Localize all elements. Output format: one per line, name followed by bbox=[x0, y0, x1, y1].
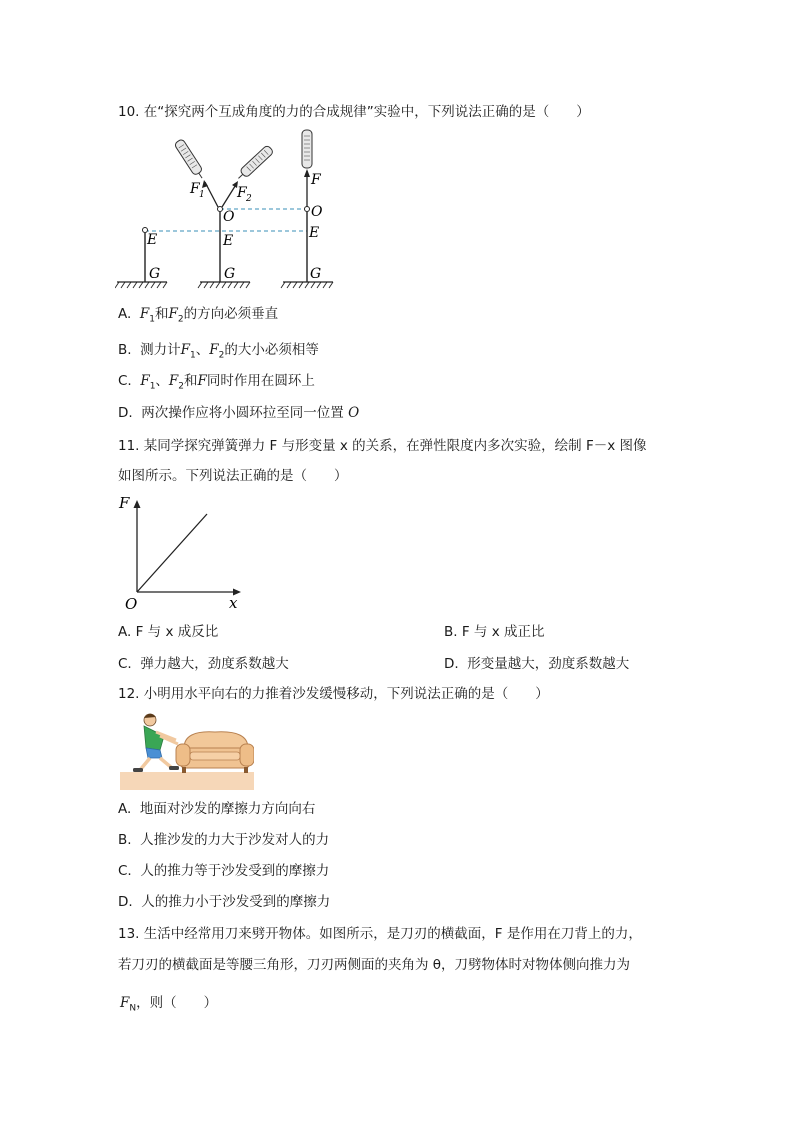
label-G-1: G bbox=[149, 266, 161, 282]
label-E-1: E bbox=[147, 232, 158, 248]
ground-hatching bbox=[115, 282, 333, 288]
q12-illustration bbox=[120, 710, 254, 790]
q12-option-c[interactable]: C. 人的推力等于沙发受到的摩擦力 bbox=[118, 863, 330, 879]
label-O-2: O bbox=[223, 209, 235, 225]
label-F: F bbox=[311, 172, 321, 188]
q11-option-a[interactable]: A. F 与 x 成反比 bbox=[118, 624, 219, 640]
q10-option-b[interactable]: B. 测力计$F_1$、$F_2$的大小必须相等 bbox=[118, 342, 319, 361]
label-F1: F bbox=[190, 181, 200, 197]
q11-option-b[interactable]: B. F 与 x 成正比 bbox=[444, 624, 545, 640]
q11-option-d[interactable]: D. 形变量越大，劲度系数越大 bbox=[444, 656, 630, 672]
label-O-3: O bbox=[311, 204, 323, 220]
label-E-2: E bbox=[223, 233, 234, 249]
q13-stem-line3: $F_N$，则（ ） bbox=[120, 995, 218, 1014]
label-F2-sub: 2 bbox=[246, 194, 252, 204]
q11-stem-line2: 如图所示。下列说法正确的是（ ） bbox=[118, 468, 348, 484]
label-G-3: G bbox=[310, 266, 322, 282]
q10-option-c[interactable]: C. $F_1$、$F_2$和F同时作用在圆环上 bbox=[118, 373, 315, 392]
proportional-line bbox=[137, 514, 207, 592]
boy-pushing-icon bbox=[133, 714, 179, 772]
graph-origin-label: O bbox=[125, 595, 138, 613]
q12-stem: 12. 小明用水平向右的力推着沙发缓慢移动，下列说法正确的是（ ） bbox=[118, 686, 549, 702]
q10-option-d[interactable]: D. 两次操作应将小圆环拉至同一位置 O bbox=[118, 405, 360, 421]
label-F1-sub: 1 bbox=[199, 190, 205, 200]
graph-x-label: x bbox=[229, 594, 238, 612]
label-G-2: G bbox=[224, 266, 236, 282]
q10-figure bbox=[115, 126, 340, 296]
q11-option-c[interactable]: C. 弹力越大，劲度系数越大 bbox=[118, 656, 289, 672]
q12-option-d[interactable]: D. 人的推力小于沙发受到的摩擦力 bbox=[118, 894, 331, 910]
q12-option-a[interactable]: A. 地面对沙发的摩擦力方向向右 bbox=[118, 801, 316, 817]
q10-stem: 10. 在“探究两个互成角度的力的合成规律”实验中，下列说法正确的是（ ） bbox=[118, 104, 590, 120]
q13-stem-line2: 若刀刃的横截面是等腰三角形，刀刃两侧面的夹角为 θ，刀劈物体时对物体侧向推力为 bbox=[118, 957, 631, 973]
q13-stem-line1: 13. 生活中经常用刀来劈开物体。如图所示，是刀刃的横截面，F 是作用在刀背上的力， bbox=[118, 926, 642, 942]
sofa-icon bbox=[176, 732, 254, 773]
q11-graph bbox=[115, 492, 250, 614]
label-F2: F bbox=[237, 185, 247, 201]
graph-y-label: F bbox=[119, 494, 130, 512]
q10-option-a[interactable]: A. $F_1$和$F_2$的方向必须垂直 bbox=[118, 306, 279, 325]
q12-option-b[interactable]: B. 人推沙发的力大于沙发对人的力 bbox=[118, 832, 330, 848]
floor bbox=[120, 772, 254, 790]
q11-stem-line1: 11. 某同学探究弹簧弹力 F 与形变量 x 的关系，在弹性限度内多次实验，绘制 F－x 图像 bbox=[118, 438, 647, 454]
label-E-3: E bbox=[309, 225, 320, 241]
